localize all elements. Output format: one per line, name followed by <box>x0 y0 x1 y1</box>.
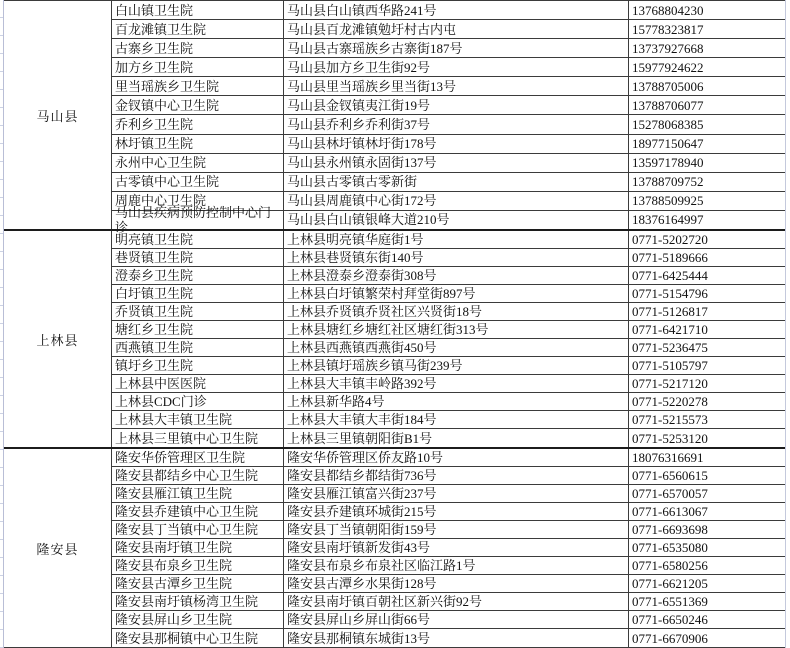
table-row <box>112 303 785 321</box>
phone-cell: 18977150647 <box>632 136 704 152</box>
table-row <box>112 629 785 647</box>
facility-name-cell: 隆安县南圩镇卫生院 <box>112 539 284 556</box>
phone-cell: 0771-6580256 <box>632 558 708 573</box>
phone-cell: 13788705006 <box>632 78 704 94</box>
facility-name-cell: 上林县CDC门诊 <box>112 393 284 410</box>
table-row <box>112 20 785 39</box>
facility-name-cell: 马山县疾病预防控制中心门诊 <box>112 211 284 229</box>
address-cell: 上林县澄泰乡澄泰街308号 <box>284 267 629 284</box>
table-row <box>112 321 785 339</box>
table-row <box>112 593 785 611</box>
facility-name-cell: 白圩镇卫生院 <box>112 285 284 302</box>
phone-cell: 0771-5217120 <box>632 376 708 391</box>
phone-cell: 0771-5236475 <box>632 340 708 355</box>
table-body <box>4 0 785 648</box>
county-cell <box>4 449 112 647</box>
address-cell: 隆安县那桐镇东城街13号 <box>284 629 629 647</box>
phone-cell: 0771-6693698 <box>632 522 708 537</box>
table-row <box>112 521 785 539</box>
county-section <box>4 447 785 647</box>
county-section <box>4 229 785 447</box>
table-row <box>112 1 785 20</box>
phone-cell: 0771-6560615 <box>632 468 708 483</box>
address-cell: 上林县巷贤镇东街140号 <box>284 249 629 266</box>
phone-cell: 13737927668 <box>632 40 704 56</box>
table-row <box>112 135 785 154</box>
table-row <box>112 115 785 134</box>
county-cell <box>4 231 112 447</box>
phone-cell: 18076316691 <box>632 450 704 465</box>
address-cell: 马山县周鹿镇中心街172号 <box>284 192 629 210</box>
phone-cell: 0771-6551369 <box>632 594 708 609</box>
address-cell: 上林县西燕镇西燕街450号 <box>284 339 629 356</box>
facility-rows <box>112 231 785 447</box>
table-row <box>112 58 785 77</box>
facility-name-cell: 白山镇卫生院 <box>112 1 284 19</box>
facility-name-cell: 加方乡卫生院 <box>112 58 284 76</box>
address-cell: 上林县大丰镇丰岭路392号 <box>284 375 629 392</box>
right-margin-gridline <box>785 0 790 648</box>
address-cell: 上林县大丰镇大丰街184号 <box>284 411 629 428</box>
facility-name-cell: 西燕镇卫生院 <box>112 339 284 356</box>
phone-cell: 15778323817 <box>632 21 704 37</box>
table-row <box>112 557 785 575</box>
table-row <box>112 154 785 173</box>
address-cell: 隆安县布泉乡布泉社区临江路1号 <box>284 557 629 574</box>
facility-name-cell: 乔利乡卫生院 <box>112 115 284 133</box>
facility-name-cell: 金钗镇中心卫生院 <box>112 96 284 114</box>
county-label: 马山县 <box>36 108 79 124</box>
address-cell: 上林县新华路4号 <box>284 393 629 410</box>
county-section <box>4 1 785 235</box>
address-cell: 隆安县雁江镇富兴街237号 <box>284 485 629 502</box>
table-row <box>112 393 785 411</box>
table-row <box>112 204 785 235</box>
facility-name-cell: 上林县中医医院 <box>112 375 284 392</box>
facility-name-cell: 隆安县屏山乡卫生院 <box>112 611 284 628</box>
phone-cell: 0771-6613067 <box>632 504 708 519</box>
phone-cell: 0771-5105797 <box>632 358 708 373</box>
phone-cell: 13788509925 <box>632 193 704 209</box>
table-row <box>112 539 785 557</box>
phone-cell: 0771-5189666 <box>632 250 708 265</box>
phone-cell: 15278068385 <box>632 117 704 132</box>
address-cell: 马山县里当瑶族乡里当街13号 <box>284 77 629 95</box>
table-row <box>112 39 785 58</box>
address-cell: 马山县古零镇古零新街 <box>284 173 629 191</box>
address-cell: 马山县乔利乡乔利街37号 <box>284 115 629 133</box>
phone-cell: 0771-5220278 <box>632 394 708 409</box>
facility-name-cell: 镇圩乡卫生院 <box>112 357 284 374</box>
phone-cell: 0771-5202720 <box>632 232 708 247</box>
phone-cell: 13788709752 <box>632 174 704 190</box>
address-cell: 马山县白山镇银峰大道210号 <box>284 211 629 229</box>
phone-cell: 0771-6650246 <box>632 612 708 627</box>
facility-name-cell: 巷贤镇卫生院 <box>112 249 284 266</box>
facility-name-cell: 隆安县都结乡中心卫生院 <box>112 467 284 484</box>
facility-name-cell: 林圩镇卫生院 <box>112 135 284 153</box>
address-cell: 马山县金钗镇夷江街19号 <box>284 96 629 114</box>
address-cell: 上林县乔贤镇乔贤社区兴贤街18号 <box>284 303 629 320</box>
table-row <box>112 467 785 485</box>
phone-cell: 0771-5215573 <box>632 412 708 427</box>
phone-cell: 0771-6621205 <box>632 576 708 591</box>
table-row <box>112 231 785 249</box>
facility-name-cell: 隆安县丁当镇中心卫生院 <box>112 521 284 538</box>
address-cell: 隆安华侨管理区侨友路10号 <box>284 449 629 466</box>
table-row <box>112 611 785 629</box>
phone-cell: 13768804230 <box>632 2 704 18</box>
address-cell: 马山县古寨瑶族乡古寨街187号 <box>284 39 629 57</box>
facility-name-cell: 隆安县布泉乡卫生院 <box>112 557 284 574</box>
phone-cell: 15977924622 <box>632 59 704 75</box>
address-cell: 马山县林圩镇林圩街178号 <box>284 135 629 153</box>
phone-cell: 0771-6425444 <box>632 268 708 283</box>
table-row <box>112 485 785 503</box>
table-row <box>112 285 785 303</box>
facility-name-cell: 隆安县雁江镇卫生院 <box>112 485 284 502</box>
phone-cell: 0771-6535080 <box>632 540 708 555</box>
address-cell: 上林县明亮镇华庭街1号 <box>284 231 629 248</box>
facility-name-cell: 百龙滩镇卫生院 <box>112 20 284 38</box>
address-cell: 上林县三里镇朝阳街B1号 <box>284 429 629 447</box>
facility-name-cell: 隆安县乔建镇中心卫生院 <box>112 503 284 520</box>
address-cell: 上林县塘红乡塘红社区塘红街313号 <box>284 321 629 338</box>
facility-name-cell: 古零镇中心卫生院 <box>112 173 284 191</box>
address-cell: 马山县永州镇永固街137号 <box>284 154 629 172</box>
facility-name-cell: 上林县三里镇中心卫生院 <box>112 429 284 447</box>
county-label: 上林县 <box>36 332 79 348</box>
address-cell: 马山县百龙滩镇勉圩村古内屯 <box>284 20 629 38</box>
phone-cell: 13597178940 <box>632 155 704 171</box>
facility-name-cell: 塘红乡卫生院 <box>112 321 284 338</box>
facility-name-cell: 隆安县那桐镇中心卫生院 <box>112 629 284 647</box>
address-cell: 隆安县古潭乡水果街128号 <box>284 575 629 592</box>
facility-name-cell: 里当瑶族乡卫生院 <box>112 77 284 95</box>
table-row <box>112 429 785 447</box>
county-label: 隆安县 <box>36 541 79 557</box>
table-row <box>112 575 785 593</box>
facility-name-cell: 古寨乡卫生院 <box>112 39 284 57</box>
address-cell: 马山县加方乡卫生街92号 <box>284 58 629 76</box>
facility-rows <box>112 1 785 235</box>
table-row <box>112 375 785 393</box>
table-row <box>112 449 785 467</box>
address-cell: 隆安县乔建镇环城街215号 <box>284 503 629 520</box>
facility-name-cell: 隆安县南圩镇杨湾卫生院 <box>112 593 284 610</box>
table-row <box>112 503 785 521</box>
table-row <box>112 173 785 192</box>
phone-cell: 0771-5126817 <box>632 304 708 319</box>
table-row <box>112 339 785 357</box>
facility-name-cell: 乔贤镇卫生院 <box>112 303 284 320</box>
address-cell: 隆安县南圩镇新发街43号 <box>284 539 629 556</box>
table-row <box>112 77 785 96</box>
address-cell: 隆安县都结乡都结街736号 <box>284 467 629 484</box>
county-cell <box>4 1 112 229</box>
facility-name-cell: 周鹿中心卫生院 <box>112 192 284 210</box>
table-row <box>112 411 785 429</box>
facility-name-cell: 澄泰乡卫生院 <box>112 267 284 284</box>
phone-cell: 0771-6670906 <box>632 630 708 646</box>
facility-name-cell: 永州中心卫生院 <box>112 154 284 172</box>
phone-cell: 0771-6421710 <box>632 322 708 337</box>
facility-name-cell: 隆安县古潭乡卫生院 <box>112 575 284 592</box>
facility-name-cell: 上林县大丰镇卫生院 <box>112 411 284 428</box>
phone-cell: 0771-5253120 <box>632 430 708 446</box>
address-cell: 上林县镇圩瑶族乡镇马街239号 <box>284 357 629 374</box>
address-cell: 马山县白山镇西华路241号 <box>284 1 629 19</box>
facility-name-cell: 隆安华侨管理区卫生院 <box>112 449 284 466</box>
table-row <box>112 267 785 285</box>
phone-cell: 0771-5154796 <box>632 286 708 301</box>
address-cell: 隆安县南圩镇百朝社区新兴街92号 <box>284 593 629 610</box>
table-row <box>112 357 785 375</box>
phone-cell: 13788706077 <box>632 97 704 113</box>
phone-cell: 0771-6570057 <box>632 486 708 501</box>
table-row <box>112 96 785 115</box>
table-row <box>112 249 785 267</box>
facility-rows <box>112 449 785 647</box>
address-cell: 隆安县丁当镇朝阳街159号 <box>284 521 629 538</box>
facility-name-cell: 明亮镇卫生院 <box>112 231 284 248</box>
phone-cell: 18376164997 <box>632 212 704 228</box>
address-cell: 上林县白圩镇繁荣村拜堂街897号 <box>284 285 629 302</box>
address-cell: 隆安县屏山乡屏山街66号 <box>284 611 629 628</box>
